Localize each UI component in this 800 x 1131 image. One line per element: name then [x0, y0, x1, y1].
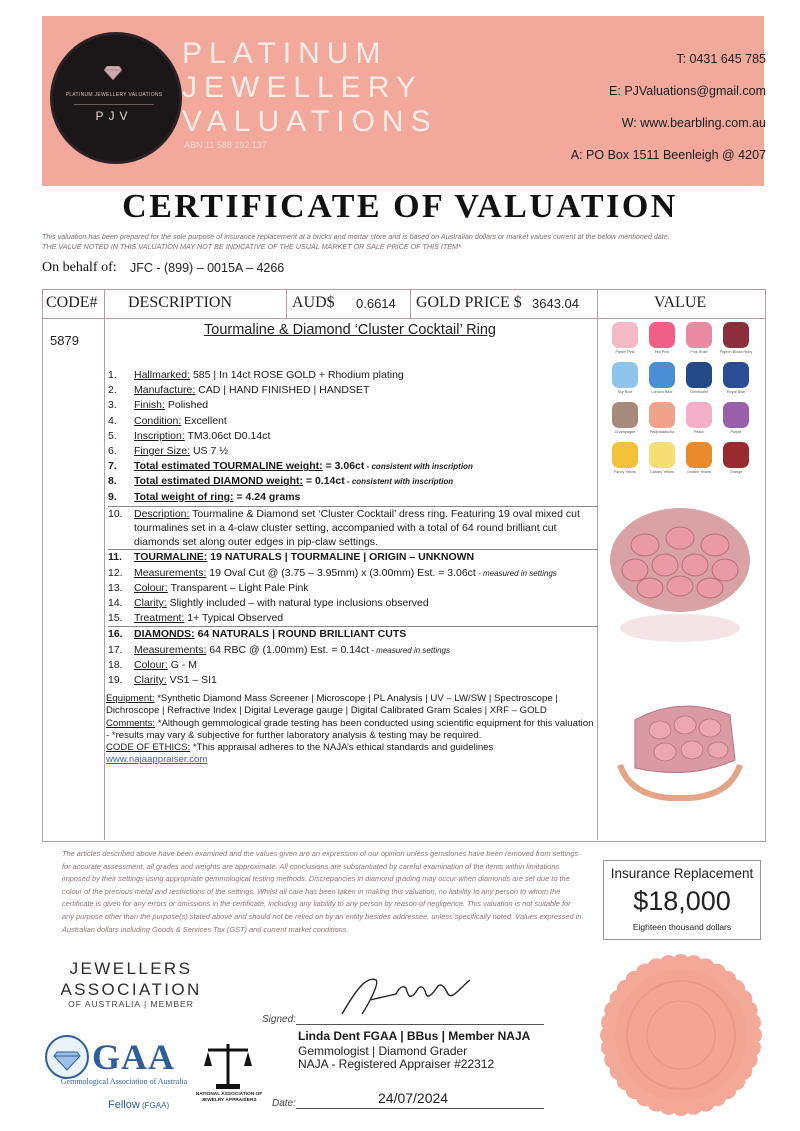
list-item: [108, 398, 598, 413]
item-label: Description:: [134, 507, 190, 520]
item-specs: [108, 368, 598, 688]
equipment-label: Equipment:: [106, 693, 155, 704]
item-body: [134, 444, 228, 459]
item-label: TOURMALINE:: [134, 551, 208, 564]
item-number: 10.: [108, 507, 123, 520]
date-label: Date:: [272, 1098, 296, 1109]
list-item: [108, 474, 598, 489]
item-body: [134, 398, 208, 413]
date-value: 24/07/2024: [378, 1090, 449, 1106]
insurance-value: $18,000: [633, 886, 731, 916]
gem-swatch-label: Padparadscha: [649, 430, 675, 434]
gem-swatch: [686, 322, 712, 348]
item-number: 11.: [108, 551, 123, 564]
gem-swatch-label: Royal Blue: [726, 390, 746, 394]
item-number: 13.: [108, 581, 123, 594]
jaa-line-1: JEWELLERS: [69, 959, 193, 978]
item-title: Tourmaline & Diamond ‘Cluster Cocktail’ Ring: [204, 322, 496, 338]
item-body: [134, 611, 283, 626]
item-body: [134, 459, 473, 474]
item-text: Tourmaline & Diamond set ‘Cluster Cocktail’ dress ring. Featuring 19 oval mixed cut tourmalines set in a 4-claw cluster setting, accompanied with a total of 64 round brilliant cut diamonds set along outer edges in pip-claw settings.: [134, 507, 580, 549]
item-text: 1+ Typical Observed: [184, 612, 284, 625]
comments-note: [106, 718, 596, 743]
jaa-logo-text: [56, 958, 206, 1000]
gem-swatch: [723, 322, 749, 348]
item-label: Clarity:: [134, 674, 167, 687]
official-seal-stamp: [598, 952, 764, 1118]
jaa-line-3: OF AUSTRALIA | MEMBER: [68, 999, 194, 1009]
gem-swatch-label: Pink Rose: [690, 350, 708, 354]
item-description: [134, 507, 598, 550]
gem-swatch: [649, 402, 675, 428]
col-divider: [410, 289, 411, 319]
item-text: 64 NATURALS | ROUND BRILLIANT CUTS: [194, 628, 407, 641]
gem-swatch-label: Peach: [693, 430, 705, 434]
logo-initials: PJV: [74, 104, 154, 123]
gem-swatch: [649, 442, 675, 468]
abn-number: ABN 11 588 192 137: [184, 140, 267, 150]
gem-swatch: [723, 442, 749, 468]
on-behalf-label: On behalf of:: [42, 260, 117, 275]
gem-swatch-label: Pigeon Blood Ruby: [719, 350, 753, 354]
item-label: Colour:: [134, 581, 168, 594]
list-item: [108, 459, 598, 474]
gem-swatch: [612, 442, 638, 468]
item-text: 64 RBC @ (1.00mm) Est. = 0.14ct: [206, 643, 370, 656]
item-note: - measured in settings: [369, 645, 450, 655]
date-line: [296, 1108, 544, 1109]
item-text: Excellent: [181, 414, 227, 427]
item-number: 16.: [108, 628, 123, 641]
gem-swatch-label: Purple: [730, 430, 742, 434]
item-number: 4.: [108, 414, 117, 427]
specs-basic: [108, 368, 598, 505]
brand-line-1: PLATINUM: [182, 37, 388, 70]
list-item: [108, 643, 598, 658]
fellow-suffix: (FGAA): [139, 1101, 170, 1110]
item-note: - consistent with inscription: [344, 477, 454, 487]
item-note: - consistent with inscription: [364, 462, 473, 472]
item-body: [134, 429, 270, 444]
ring-side-view-image: [610, 680, 750, 810]
item-number: 6.: [108, 445, 117, 458]
item-text: US 7 ½: [190, 445, 228, 458]
list-item: [108, 414, 598, 429]
naja-logo-text: NATIONAL ASSOCIATION OF JEWELRY APPRAISERS: [195, 1092, 263, 1103]
brand-line-2: JEWELLERY: [182, 71, 423, 104]
equipment-text: *Synthetic Diamond Mass Screener | Microscope | PL Analysis | UV – LW/SW | Spectroscope | Dichroscope | Refractive Index | Digital Leverage gauge | Digital Calibrated Gram Scales | XRF – GOLD: [106, 693, 558, 717]
item-body: [134, 643, 450, 658]
item-body: [134, 673, 217, 688]
gem-swatch: [723, 362, 749, 388]
item-number: 3.: [108, 399, 117, 412]
ethics-note: [106, 742, 596, 754]
col-header-code: CODE#: [46, 294, 98, 311]
item-body: [134, 414, 227, 429]
item-text: CAD | HAND FINISHED | HANDSET: [195, 384, 370, 397]
legal-fine-print: The articles described above have been examined and the values given are an expression of our opinion unless gemstones have been removed from settings for accurate assessment, all grades and weights are approximate. All conclusions are substantiated by careful examination of the items within limitations imposed by their settings using appropriate gemmological testing methods. Discrepancies in diamond grading may occur when diamonds are set due to the colour of the precious metal and restrictions of the settings. Whilst all care has been taken in making this valuation, no liability to any person to whom the certificate is given for any errors or omissions in the certificate, including any liability to any person by reason of negligence. This valuation is not suitable for any purpose other than the purpose(s) stated above and should not be relied on by an entity besides addressee, unless specifically noted. Values expressed in Australian dollars including Goods & Services Tax (GST) and current market conditions.: [62, 849, 582, 934]
item-number: 17.: [108, 643, 123, 656]
gem-swatch: [612, 322, 638, 348]
gem-swatch-label: Canary Yellow: [649, 470, 675, 474]
list-item: [108, 673, 598, 688]
diamond-icon: [104, 66, 122, 80]
item-label: Measurements:: [134, 566, 207, 579]
header-divider: [42, 318, 765, 319]
col-divider: [104, 289, 105, 840]
item-text: = 3.06ct: [322, 460, 365, 473]
item-text: 19 Oval Cut @ (3.75 – 3.95mm) x (3.00mm) Est. = 3.06ct: [206, 566, 476, 579]
gem-swatch-label: Champagne: [614, 430, 636, 434]
item-body: [134, 383, 369, 398]
item-text: Slightly included – with natural type inclusions observed: [166, 597, 429, 610]
document-title: CERTIFICATE OF VALUATION: [122, 188, 678, 225]
item-number: 5.: [108, 429, 117, 442]
fellow-label: [108, 1099, 169, 1111]
list-item: [108, 611, 598, 626]
scales-of-justice-icon: [200, 1040, 256, 1092]
list-item: [108, 368, 598, 383]
item-label: DIAMONDS:: [134, 628, 195, 641]
col-header-description: DESCRIPTION: [128, 294, 233, 311]
jaa-line-2: ASSOCIATION: [60, 980, 202, 999]
item-body: [134, 368, 404, 383]
insurance-label: Insurance Replacement: [610, 866, 754, 881]
specs-tourmaline: [108, 549, 598, 626]
gem-swatch-label: Hot Pink: [654, 350, 670, 354]
item-body: [134, 596, 429, 611]
item-number: 14.: [108, 597, 123, 610]
item-label: Finish:: [134, 399, 165, 412]
item-text: Transparent – Light Pale Pink: [167, 581, 309, 594]
col-divider: [286, 289, 287, 319]
item-label: Condition:: [134, 414, 182, 427]
gem-swatch: [686, 442, 712, 468]
gem-swatch: [649, 362, 675, 388]
signer-registration: NAJA - Registered Appraiser #22312: [298, 1057, 495, 1071]
contact-email: E: PJValuations@gmail.com: [609, 84, 766, 98]
gem-swatch: [612, 402, 638, 428]
contact-web: W: www.bearbling.com.au: [621, 116, 766, 130]
gem-swatch: [612, 362, 638, 388]
item-label: Manufacture:: [134, 384, 196, 397]
list-item: [108, 566, 598, 581]
fellow-text: Fellow: [108, 1099, 140, 1111]
item-body: [134, 490, 300, 505]
ethics-label: CODE OF ETHICS:: [106, 742, 191, 754]
item-label: Clarity:: [134, 597, 167, 610]
item-number: 12.: [108, 566, 123, 579]
ring-top-view-image: [605, 500, 755, 660]
gem-swatch-label: Sky Blue: [617, 390, 633, 394]
disclaimer-line-1: This valuation has been prepared for the sole purpose of insurance replacement at a bricks and mortar store and is based on Australian dollars or market values current at the below mentioned date.: [42, 232, 670, 241]
list-item: [108, 490, 598, 505]
item-text: G - M: [167, 658, 198, 671]
contact-address: A: PO Box 1511 Beenleigh @ 4207: [570, 148, 766, 162]
item-note: - measured in settings: [475, 568, 557, 578]
naja-link[interactable]: www.najaappraiser.com: [106, 754, 208, 766]
item-number: 1.: [108, 369, 117, 381]
col-header-gold: GOLD PRICE $: [416, 294, 522, 311]
list-item: [108, 658, 598, 673]
ethics-text: *This appraisal adheres to the NAJA’s ethical standards and guidelines: [190, 742, 494, 754]
signature-image: [336, 970, 476, 1022]
list-item: [108, 596, 598, 611]
item-text: Polished: [164, 399, 209, 412]
item-body: [134, 658, 197, 673]
gem-swatch-label: London Blue: [651, 390, 673, 394]
contact-phone: T: 0431 645 785: [676, 52, 766, 66]
gem-swatch-label: Cornflower: [689, 390, 709, 394]
item-body: [134, 627, 406, 642]
item-number: 19.: [108, 674, 123, 687]
logo-small-text: PLATINUM JEWELLERY VALUATIONS: [65, 92, 163, 98]
gaa-full-name: Gemmological Association of Australia: [60, 1077, 188, 1086]
item-text: 585 | In 14ct ROSE GOLD + Rhodium plating: [190, 369, 404, 381]
item-number: 8.: [108, 475, 117, 488]
list-item: [108, 581, 598, 596]
gem-swatch-label: Fancy Yellow: [613, 470, 637, 474]
list-item: [108, 383, 598, 398]
item-text: TM3.06ct D0.14ct: [184, 429, 271, 442]
item-text: = 0.14ct: [302, 475, 345, 488]
list-item: [108, 627, 598, 642]
signed-label: Signed:: [262, 1014, 296, 1025]
item-label: Hallmarked:: [134, 369, 191, 381]
gem-swatch-label: Golden Yellow: [686, 470, 712, 474]
item-text: VS1 – SI1: [166, 674, 217, 687]
list-item: [108, 506, 598, 550]
item-code: 5879: [50, 333, 79, 348]
item-label: Measurements:: [134, 643, 207, 656]
item-text: 19 NATURALS | TOURMALINE | ORIGIN – UNKNOWN: [207, 551, 475, 564]
notes-section: [106, 693, 596, 767]
equipment-note: [106, 693, 596, 718]
col-header-aud: AUD$: [292, 294, 335, 311]
list-item: [108, 429, 598, 444]
comments-text: *Although gemmological grade testing has been conducted using scientific equipment for this valuation - *results may vary & subjective for further laboratory analysis & testing may be required.: [106, 717, 594, 741]
item-label: Treatment:: [134, 612, 185, 625]
specs-diamonds: [108, 626, 598, 688]
item-body: [134, 550, 474, 565]
item-label: Total estimated DIAMOND weight:: [134, 475, 303, 488]
item-number: 9.: [108, 490, 117, 503]
disclaimer-line-2: THE VALUE NOTED IN THIS VALUATION MAY NOT BE INDICATIVE OF THE USUAL MARKET OR SALE PRICE OF THIS ITEM*: [42, 242, 461, 251]
list-item: [108, 444, 598, 459]
gaa-emblem-icon: [44, 1034, 90, 1080]
item-number: 7.: [108, 460, 117, 473]
item-number: 2.: [108, 384, 117, 397]
company-logo: [50, 32, 182, 164]
col-header-value: VALUE: [654, 294, 707, 311]
gem-swatch: [686, 402, 712, 428]
signature-line: [296, 1024, 544, 1025]
gem-swatch: [649, 322, 675, 348]
insurance-value-words: Eighteen thousand dollars: [632, 922, 732, 932]
brand-line-3: VALUATIONS: [182, 105, 438, 138]
comments-label: Comments:: [106, 717, 156, 729]
disclaimer: [42, 232, 768, 252]
item-number: 18.: [108, 658, 123, 671]
item-body: [134, 474, 453, 489]
item-number: 15.: [108, 612, 123, 625]
item-body: [134, 566, 557, 581]
on-behalf-value: JFC - (899) – 0015A – 4266: [130, 261, 285, 275]
list-item: [108, 550, 598, 565]
gem-swatch-label: Orange: [729, 470, 743, 474]
item-label: Total weight of ring:: [134, 490, 234, 503]
item-label: Total estimated TOURMALINE weight:: [134, 460, 323, 473]
gem-swatch: [686, 362, 712, 388]
gold-price: 3643.04: [532, 296, 579, 311]
signer-title: Gemmologist | Diamond Grader: [298, 1044, 468, 1058]
aud-rate: 0.6614: [356, 296, 396, 311]
item-label: Finger Size:: [134, 445, 191, 458]
item-label: Colour:: [134, 658, 168, 671]
signer-name: Linda Dent FGAA | BBus | Member NAJA: [298, 1029, 531, 1043]
gem-swatch-label: Pastel Pink: [615, 350, 635, 354]
gaa-logo-text: GAA: [92, 1037, 175, 1077]
item-body: [134, 581, 309, 596]
gem-swatch: [723, 402, 749, 428]
item-label: Inscription:: [134, 429, 185, 442]
item-text: = 4.24 grams: [233, 490, 301, 503]
